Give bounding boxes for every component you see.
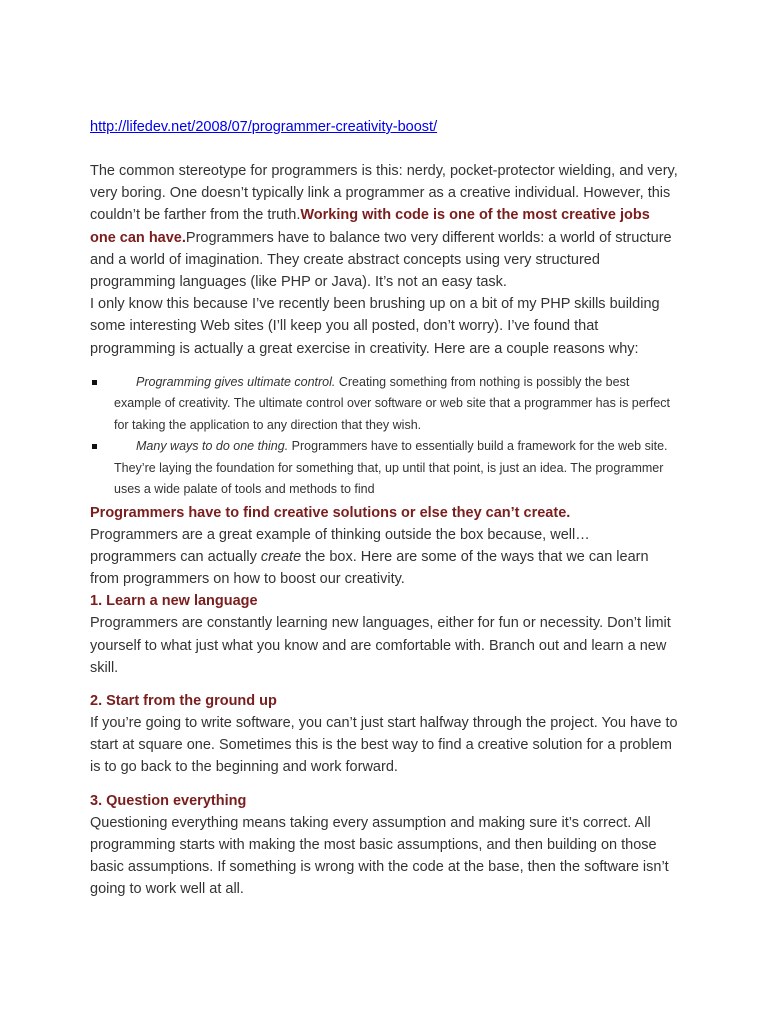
subheading: Programmers have to find creative solutions or else they can’t create. (90, 504, 571, 521)
list-item (90, 436, 678, 501)
list-item (90, 372, 678, 437)
reason-text: Programmers have to essentially build a framework for the web site. They’re laying the foundation for something that, up until that point, is just an idea. The programmer uses a wide palate of tools and methods to find (114, 439, 668, 497)
intro-highlight: Working with code is one of the most creative jobs one can have. (90, 207, 650, 246)
intro-text: The common stereotype for programmers is this: nerdy, pocket-protector wielding, and very, very boring. One doesn’t typically link a programmer as a creative individual. However, this couldn’t be farther from the truth. (90, 163, 678, 224)
emphasis-create: create (260, 549, 302, 566)
section-heading-3: 3. Question everything (90, 792, 247, 809)
section-heading-2: 2. Start from the ground up (90, 693, 277, 710)
section-body-3: Questioning everything means taking every assumption and making sure it’s correct. All programming starts with making the most basic assumptions, and then building on those basic assumptions. If something is wrong with the code at the base, then the software isn’t going to work well at all. (90, 814, 669, 898)
reasons-list (90, 372, 678, 501)
bullet-icon (92, 444, 97, 449)
source-link[interactable]: http://lifedev.net/2008/07/programmer-creativity-boost/ (90, 119, 438, 135)
reason-lead: Programming gives ultimate control. (136, 374, 336, 389)
spacer (90, 779, 678, 790)
paragraph-text-continued: the box. Here are some of the ways that we can learn from programmers on how to boost our creativity. (90, 549, 649, 588)
paragraph-text: Programmers are a great example of thinking outside the box because, well… programmers can actually (90, 526, 590, 566)
outside-the-box-paragraph (90, 524, 678, 591)
intro-text-continued: Programmers have to balance two very different worlds: a world of structure and a world of imagination. They create abstract concepts using very structured programming languages (like PHP or Java). It’s not an easy task. (90, 229, 672, 291)
background-paragraph: I only know this because I’ve recently been brushing up on a bit of my PHP skills building some interesting Web sites (I’ll keep you all posted, don’t worry). I’ve found that programming is actually a great exercise in creativity. Here are a couple reasons why: (90, 296, 660, 357)
section-body-1: Programmers are constantly learning new languages, either for fun or necessity. Don’t limit yourself to what just what you know and are comfortable with. Branch out and learn a new skill. (90, 615, 671, 676)
section-heading-1: 1. Learn a new language (90, 593, 258, 610)
reason-lead: Many ways to do one thing. (136, 439, 289, 454)
section-body-2: If you’re going to write software, you can’t just start halfway through the project. You have to start at square one. Sometimes this is the best way to find a creative solution for a problem is to go back to the beginning and work forward. (90, 715, 678, 776)
bullet-icon (92, 380, 97, 385)
intro-paragraph (90, 160, 678, 293)
reason-text: Creating something from nothing is possibly the best example of creativity. The ultimate control over software or web site that a programmer has is perfect for taking the application to any direction that they wish. (114, 374, 671, 432)
spacer (90, 679, 678, 690)
